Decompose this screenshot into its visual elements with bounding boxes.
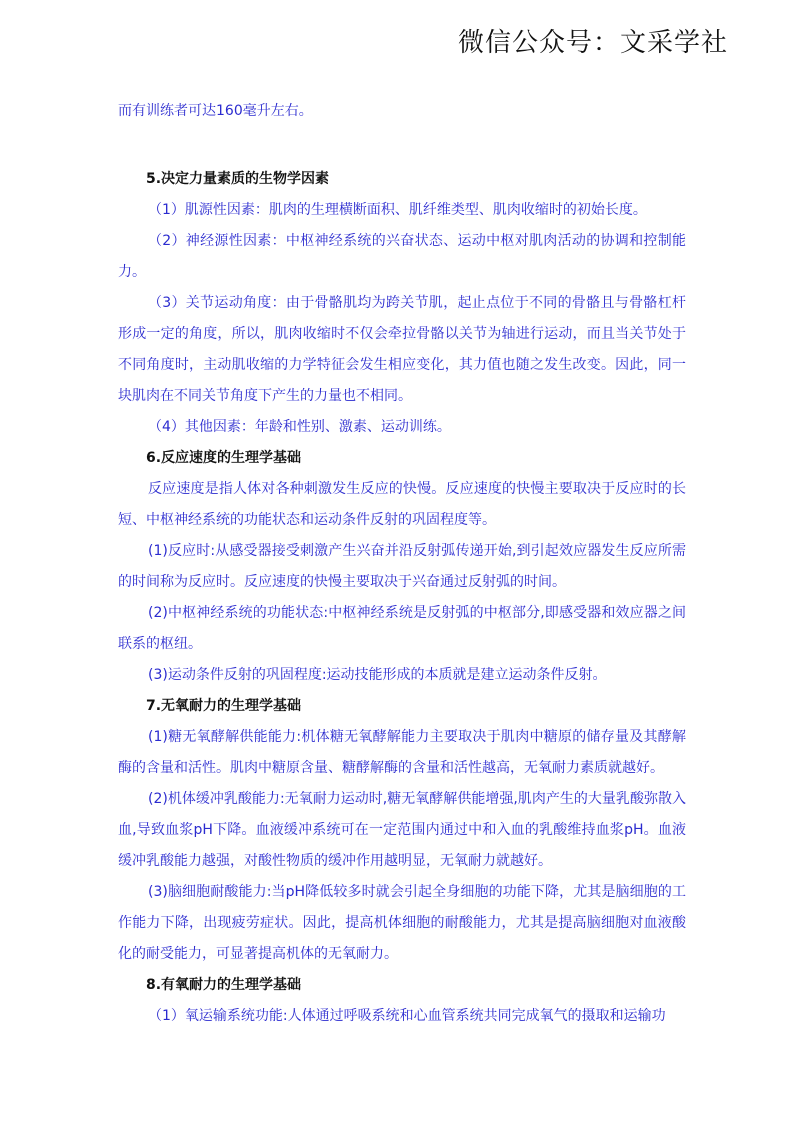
paragraph-6-1: (1)反应时:从感受器接受刺激产生兴奋并沿反射弧传递开始,到引起效应器发生反应所需的时间称为反应时。反应速度的快慢主要取决于兴奋通过反射弧的时间。: [118, 543, 686, 590]
section-heading-6: 6.反应速度的生理学基础: [146, 450, 302, 466]
paragraph-6-2: (2)中枢神经系统的功能状态:中枢神经系统是反射弧的中枢部分,即感受器和效应器之间联系的枢纽。: [118, 605, 686, 652]
paragraph-intro-tail: 而有训练者可达160毫升左右。: [118, 103, 313, 119]
paragraph-7-1: (1)糖无氧酵解供能能力:机体糖无氧酵解能力主要取决于肌肉中糖原的储存量及其酵解酶的含量和活性。肌肉中糖原含量、糖酵解酶的含量和活性越高，无氧耐力素质就越好。: [118, 729, 686, 776]
paragraph-7-2: (2)机体缓冲乳酸能力:无氧耐力运动时,糖无氧酵解供能增强,肌肉产生的大量乳酸弥散入血,导致血浆pH下降。血液缓冲系统可在一定范围内通过中和入血的乳酸维持血浆pH。血液缓冲乳酸能力越强，对酸性物质的缓冲作用越明显，无氧耐力就越好。: [118, 791, 686, 869]
section-heading-5: 5.决定力量素质的生物学因素: [146, 171, 330, 187]
section-heading-8: 8.有氧耐力的生理学基础: [146, 977, 302, 993]
paragraph-7-3: (3)脑细胞耐酸能力:当pH降低较多时就会引起全身细胞的功能下降，尤其是脑细胞的工作能力下降，出现疲劳症状。因此，提高机体细胞的耐酸能力，尤其是提高脑细胞对血液酸化的耐受能力，可显著提高机体的无氧耐力。: [118, 884, 686, 962]
watermark: 微信公众号：文采学社: [458, 28, 729, 58]
paragraph-8-1: （1）氧运输系统功能:人体通过呼吸系统和心血管系统共同完成氧气的摄取和运输功: [148, 1008, 666, 1024]
paragraph-6-0: 反应速度是指人体对各种刺激发生反应的快慢。反应速度的快慢主要取决于反应时的长短、中枢神经系统的功能状态和运动条件反射的巩固程度等。: [118, 481, 686, 528]
paragraph-5-1: （1）肌源性因素：肌肉的生理横断面积、肌纤维类型、肌肉收缩时的初始长度。: [148, 202, 647, 218]
paragraph-5-4: （4）其他因素：年龄和性别、激素、运动训练。: [148, 419, 451, 435]
document-body: [118, 96, 686, 1032]
paragraph-5-2: （2）神经源性因素：中枢神经系统的兴奋状态、运动中枢对肌肉活动的协调和控制能力。: [118, 233, 686, 280]
section-heading-7: 7.无氧耐力的生理学基础: [146, 698, 302, 714]
paragraph-6-3: (3)运动条件反射的巩固程度:运动技能形成的本质就是建立运动条件反射。: [148, 667, 607, 683]
paragraph-5-3: （3）关节运动角度：由于骨骼肌均为跨关节肌，起止点位于不同的骨骼且与骨骼杠杆形成一定的角度，所以，肌肉收缩时不仅会牵拉骨骼以关节为轴进行运动，而且当关节处于不同角度时，主动肌收缩的力学特征会发生相应变化，其力值也随之发生改变。因此，同一块肌肉在不同关节角度下产生的力量也不相同。: [118, 295, 686, 404]
